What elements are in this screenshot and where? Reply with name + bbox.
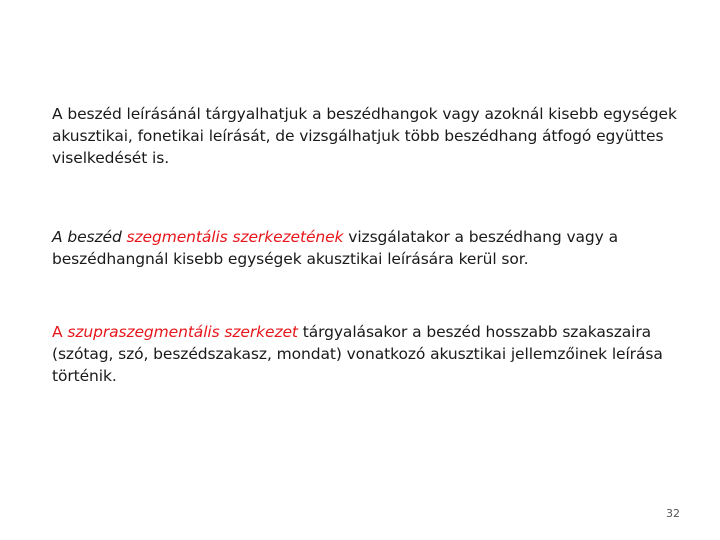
- paragraph-suprasegmental: [52, 321, 702, 387]
- segmental-structure-term: szegmentális szerkezetének: [126, 228, 344, 246]
- paragraph-segmental: [52, 226, 702, 270]
- page-number: 32: [666, 507, 680, 520]
- paragraph-suprasegmental-prefix: A: [52, 323, 68, 341]
- paragraph-segmental-prefix: A beszéd: [52, 228, 127, 246]
- suprasegmental-structure-term: szupraszegmentális szerkezet: [67, 323, 298, 341]
- paragraph-segmental-suffix: vizsgálatakor a beszédhang vagy a beszédhangnál kisebb egységek akusztikai leírására kerül sor.: [52, 228, 618, 268]
- paragraph-suprasegmental-suffix: tárgyalásakor a beszéd hosszabb szakaszaira (szótag, szó, beszédszakasz, mondat) vonatkozó akusztikai jellemzőinek leírása történik.: [52, 323, 663, 385]
- paragraph-intro-text: A beszéd leírásánál tárgyalhatjuk a beszédhangok vagy azoknál kisebb egységek akusztikai, fonetikai leírását, de vizsgálhatjuk több beszédhang átfogó együttes viselkedését is.: [52, 105, 677, 167]
- paragraph-intro: [52, 103, 702, 169]
